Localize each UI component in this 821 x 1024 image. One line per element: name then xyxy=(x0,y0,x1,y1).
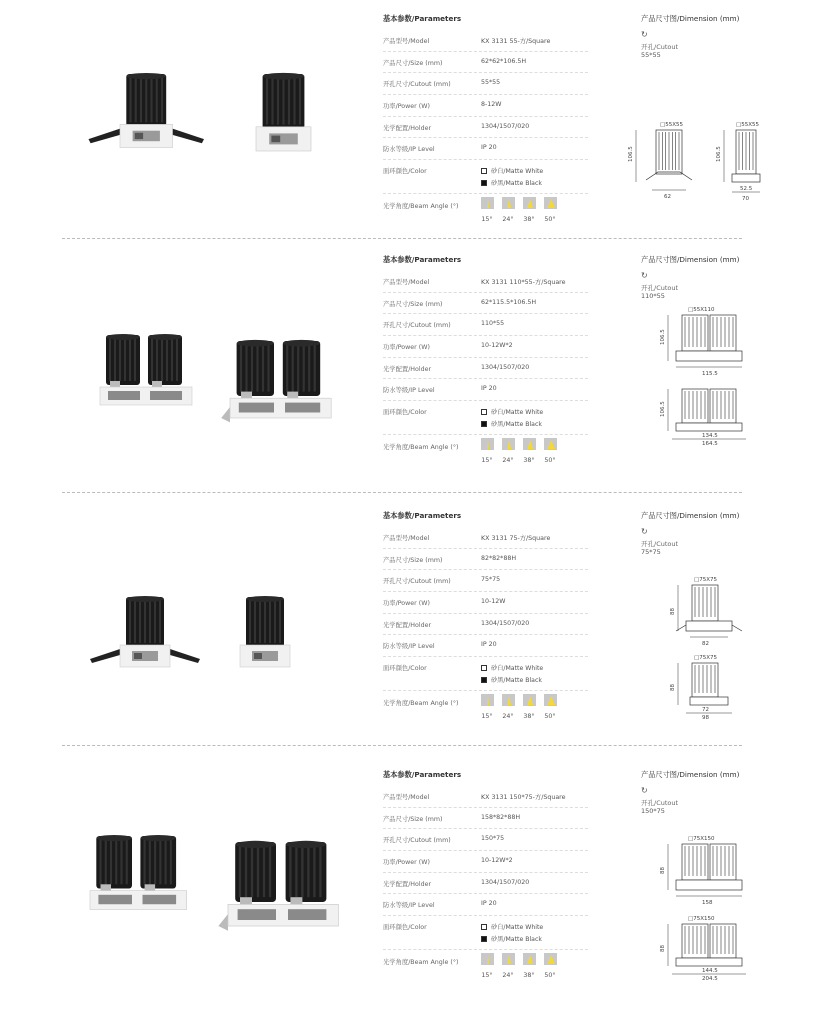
product-photo-left xyxy=(90,596,200,667)
dimension-title: 产品尺寸图/Dimension (mm) xyxy=(641,511,740,520)
beam-0-icon xyxy=(481,694,494,706)
dim-label: 70 xyxy=(742,196,749,202)
cutout-value: 150*75 xyxy=(641,807,665,815)
dim-label: 106.5 xyxy=(716,146,722,162)
beam-2-icon xyxy=(523,953,536,965)
param-value-ip: IP 20 xyxy=(481,385,497,393)
beam-angle-label: 15° xyxy=(481,457,493,465)
dim-label: 106.5 xyxy=(660,401,666,417)
beam-angle-label: 50° xyxy=(544,972,556,980)
dimension-panel xyxy=(641,255,771,300)
param-value-cutout: 110*55 xyxy=(481,320,505,328)
param-value-holder: 1304/1507/020 xyxy=(481,363,530,371)
dim-label: 164.5 xyxy=(702,441,718,447)
param-value-power: 10-12W*2 xyxy=(481,342,513,350)
dim-label: 88 xyxy=(670,684,676,691)
color-black-label: 砂黑/Matte Black xyxy=(491,936,542,944)
param-row-ip xyxy=(383,635,588,657)
beam-0-icon xyxy=(481,197,494,209)
beam-angle-label: 24° xyxy=(502,972,514,980)
dim-label: 98 xyxy=(702,715,709,721)
param-row-power xyxy=(383,95,588,117)
dim-label: 82 xyxy=(702,641,709,647)
parameters-table xyxy=(383,511,588,727)
param-label-cutout: 开孔尺寸/Cutout (mm) xyxy=(383,81,451,89)
param-label-color: 面环颜色/Color xyxy=(383,168,427,176)
beam-3-icon xyxy=(544,694,557,706)
param-row-size xyxy=(383,549,588,571)
color-white-label: 砂白/Matte White xyxy=(491,409,544,417)
product-photo-left xyxy=(89,73,205,148)
param-value-holder: 1304/1507/020 xyxy=(481,878,530,886)
dim-label: □75X75 xyxy=(694,655,717,661)
beam-angle-label: 38° xyxy=(523,216,535,224)
black-swatch-icon xyxy=(481,936,487,942)
cutout-saw-icon: ↻ xyxy=(641,30,648,39)
beam-angle-label: 24° xyxy=(502,713,514,721)
param-label-power: 功率/Power (W) xyxy=(383,600,430,608)
param-row-size xyxy=(383,808,588,830)
cutout-label: 开孔/Cutout xyxy=(641,284,679,292)
parameters-title: 基本参数/Parameters xyxy=(383,511,462,520)
param-row-model xyxy=(383,527,588,549)
product-photo-right xyxy=(218,841,338,931)
dimension-title: 产品尺寸图/Dimension (mm) xyxy=(641,14,740,23)
param-row-power xyxy=(383,592,588,614)
param-row-size xyxy=(383,293,588,315)
param-row-model xyxy=(383,271,588,293)
beam-1-icon xyxy=(502,438,515,450)
product-photo-right xyxy=(256,73,311,151)
param-label-beam: 光学角度/Beam Angle (°) xyxy=(383,203,459,211)
param-value-cutout: 55*55 xyxy=(481,79,501,87)
dimension-drawings xyxy=(628,559,768,721)
param-row-color xyxy=(383,657,588,691)
dim-label: 158 xyxy=(702,900,713,906)
beam-0-icon xyxy=(481,438,494,450)
beam-3-icon xyxy=(544,438,557,450)
cutout-label: 开孔/Cutout xyxy=(641,43,679,51)
param-row-ip xyxy=(383,138,588,160)
section-divider xyxy=(62,238,742,239)
dim-label: □75X75 xyxy=(694,577,717,583)
param-label-holder: 光学配置/Holder xyxy=(383,365,432,373)
dim-label: 52.5 xyxy=(740,186,753,192)
color-option-black xyxy=(481,178,542,187)
beam-2-icon xyxy=(523,438,536,450)
color-option-black xyxy=(481,419,542,428)
section-divider xyxy=(62,745,742,746)
param-value-cutout: 150*75 xyxy=(481,835,505,843)
param-row-beam xyxy=(383,691,588,727)
beam-angle-label: 15° xyxy=(481,972,493,980)
parameters-title: 基本参数/Parameters xyxy=(383,255,462,264)
param-label-model: 产品型号/Model xyxy=(383,535,430,542)
dim-label: 115.5 xyxy=(702,371,718,377)
cutout-label: 开孔/Cutout xyxy=(641,799,679,807)
param-label-size: 产品尺寸/Size (mm) xyxy=(383,815,443,823)
dimension-panel xyxy=(641,14,771,59)
black-swatch-icon xyxy=(481,421,487,427)
color-option-white xyxy=(481,166,543,175)
dimension-title: 产品尺寸图/Dimension (mm) xyxy=(641,770,740,779)
cutout-value: 55*55 xyxy=(641,51,661,59)
param-value-model: KX 3131 75-方/Square xyxy=(481,535,551,542)
param-label-power: 功率/Power (W) xyxy=(383,344,430,352)
product-section xyxy=(0,770,821,1000)
param-label-size: 产品尺寸/Size (mm) xyxy=(383,556,443,564)
param-row-cutout xyxy=(383,570,588,592)
color-option-white xyxy=(481,922,543,931)
param-value-model: KX 3131 110*55-方/Square xyxy=(481,279,566,286)
beam-1-icon xyxy=(502,197,515,209)
dim-label: 88 xyxy=(660,867,666,874)
param-row-beam xyxy=(383,435,588,471)
color-black-label: 砂黑/Matte Black xyxy=(491,180,542,188)
param-label-beam: 光学角度/Beam Angle (°) xyxy=(383,700,459,708)
black-swatch-icon xyxy=(481,677,487,683)
cutout-saw-icon: ↻ xyxy=(641,527,648,536)
param-row-beam xyxy=(383,950,588,986)
dim-label: 134.5 xyxy=(702,433,718,439)
param-value-power: 10-12W*2 xyxy=(481,857,513,865)
beam-angle-label: 50° xyxy=(544,216,556,224)
product-photo-left xyxy=(90,835,187,910)
dim-label: 88 xyxy=(660,945,666,952)
param-value-power: 8-12W xyxy=(481,101,502,109)
dim-label: □55X55 xyxy=(736,122,759,128)
param-row-color xyxy=(383,160,588,194)
parameters-table xyxy=(383,255,588,471)
color-black-label: 砂黑/Matte Black xyxy=(491,421,542,429)
param-row-holder xyxy=(383,117,588,139)
dim-label: 204.5 xyxy=(702,976,718,982)
param-label-model: 产品型号/Model xyxy=(383,38,430,45)
dimension-panel xyxy=(641,770,771,815)
white-swatch-icon xyxy=(481,665,487,671)
param-row-ip xyxy=(383,379,588,401)
cutout-value: 110*55 xyxy=(641,292,665,300)
param-row-model xyxy=(383,786,588,808)
param-label-cutout: 开孔尺寸/Cutout (mm) xyxy=(383,322,451,330)
param-label-color: 面环颜色/Color xyxy=(383,665,427,673)
color-option-black xyxy=(481,934,542,943)
param-row-power xyxy=(383,851,588,873)
section-divider xyxy=(62,492,742,493)
param-value-ip: IP 20 xyxy=(481,900,497,908)
param-row-cutout xyxy=(383,829,588,851)
dim-label: □55X110 xyxy=(688,307,715,313)
parameters-table xyxy=(383,770,588,986)
beam-angle-label: 50° xyxy=(544,457,556,465)
color-option-white xyxy=(481,407,543,416)
param-value-model: KX 3131 150*75-方/Square xyxy=(481,794,566,801)
color-option-black xyxy=(481,675,542,684)
param-label-ip: 防水等级/IP Level xyxy=(383,387,435,395)
param-value-size: 158*82*88H xyxy=(481,813,521,821)
beam-angle-label: 24° xyxy=(502,216,514,224)
param-label-cutout: 开孔尺寸/Cutout (mm) xyxy=(383,837,451,845)
dim-label: □75X150 xyxy=(688,836,715,842)
param-value-holder: 1304/1507/020 xyxy=(481,619,530,627)
parameters-table xyxy=(383,14,588,230)
param-label-ip: 防水等级/IP Level xyxy=(383,146,435,154)
param-label-power: 功率/Power (W) xyxy=(383,103,430,111)
param-label-ip: 防水等级/IP Level xyxy=(383,643,435,651)
dim-label: 62 xyxy=(664,194,671,200)
param-value-holder: 1304/1507/020 xyxy=(481,122,530,130)
beam-angle-label: 38° xyxy=(523,972,535,980)
dimension-drawings xyxy=(628,118,768,258)
param-value-ip: IP 20 xyxy=(481,641,497,649)
beam-3-icon xyxy=(544,953,557,965)
color-option-white xyxy=(481,663,543,672)
beam-1-icon xyxy=(502,953,515,965)
param-label-holder: 光学配置/Holder xyxy=(383,621,432,629)
param-label-ip: 防水等级/IP Level xyxy=(383,902,435,910)
cutout-value: 75*75 xyxy=(641,548,661,556)
dimension-title: 产品尺寸图/Dimension (mm) xyxy=(641,255,740,264)
param-value-size: 62*62*106.5H xyxy=(481,57,527,65)
beam-0-icon xyxy=(481,953,494,965)
param-row-color xyxy=(383,916,588,950)
parameters-title: 基本参数/Parameters xyxy=(383,770,462,779)
param-label-beam: 光学角度/Beam Angle (°) xyxy=(383,444,459,452)
product-photo-left xyxy=(100,334,192,405)
product-photo-right xyxy=(221,340,331,423)
beam-angle-label: 38° xyxy=(523,713,535,721)
cutout-label: 开孔/Cutout xyxy=(641,540,679,548)
beam-angle-label: 15° xyxy=(481,216,493,224)
param-label-size: 产品尺寸/Size (mm) xyxy=(383,59,443,67)
white-swatch-icon xyxy=(481,409,487,415)
dim-label: □75X150 xyxy=(688,916,715,922)
dimension-panel xyxy=(641,511,771,556)
black-swatch-icon xyxy=(481,180,487,186)
param-row-color xyxy=(383,401,588,435)
param-row-holder xyxy=(383,614,588,636)
white-swatch-icon xyxy=(481,168,487,174)
color-black-label: 砂黑/Matte Black xyxy=(491,677,542,685)
param-row-power xyxy=(383,336,588,358)
param-row-holder xyxy=(383,358,588,380)
param-label-model: 产品型号/Model xyxy=(383,794,430,801)
param-label-power: 功率/Power (W) xyxy=(383,859,430,867)
color-white-label: 砂白/Matte White xyxy=(491,665,544,673)
param-label-color: 面环颜色/Color xyxy=(383,409,427,417)
beam-2-icon xyxy=(523,694,536,706)
parameters-title: 基本参数/Parameters xyxy=(383,14,462,23)
beam-1-icon xyxy=(502,694,515,706)
param-row-beam xyxy=(383,194,588,230)
param-label-size: 产品尺寸/Size (mm) xyxy=(383,300,443,308)
param-value-power: 10-12W xyxy=(481,598,506,606)
param-row-cutout xyxy=(383,73,588,95)
dim-label: 88 xyxy=(670,608,676,615)
beam-2-icon xyxy=(523,197,536,209)
dim-label: 72 xyxy=(702,707,709,713)
color-white-label: 砂白/Matte White xyxy=(491,168,544,176)
dim-label: 106.5 xyxy=(660,329,666,345)
param-row-model xyxy=(383,30,588,52)
cutout-saw-icon: ↻ xyxy=(641,786,648,795)
beam-angle-label: 38° xyxy=(523,457,535,465)
dim-label: 144.5 xyxy=(702,968,718,974)
product-photo-right xyxy=(240,596,290,667)
beam-angle-label: 24° xyxy=(502,457,514,465)
color-white-label: 砂白/Matte White xyxy=(491,924,544,932)
param-label-holder: 光学配置/Holder xyxy=(383,880,432,888)
product-section xyxy=(0,255,821,485)
beam-angle-label: 15° xyxy=(481,713,493,721)
param-label-cutout: 开孔尺寸/Cutout (mm) xyxy=(383,578,451,586)
param-row-cutout xyxy=(383,314,588,336)
product-section xyxy=(0,511,821,741)
white-swatch-icon xyxy=(481,924,487,930)
param-value-size: 62*115.5*106.5H xyxy=(481,298,537,306)
dimension-drawings xyxy=(628,303,768,447)
param-label-holder: 光学配置/Holder xyxy=(383,124,432,132)
param-label-color: 面环颜色/Color xyxy=(383,924,427,932)
dim-label: □55X55 xyxy=(660,122,683,128)
dim-label: 106.5 xyxy=(628,146,634,162)
param-label-beam: 光学角度/Beam Angle (°) xyxy=(383,959,459,967)
param-value-ip: IP 20 xyxy=(481,144,497,152)
param-value-size: 82*82*88H xyxy=(481,554,517,562)
beam-angle-label: 50° xyxy=(544,713,556,721)
cutout-saw-icon: ↻ xyxy=(641,271,648,280)
param-row-ip xyxy=(383,894,588,916)
beam-3-icon xyxy=(544,197,557,209)
param-value-cutout: 75*75 xyxy=(481,576,501,584)
param-row-holder xyxy=(383,873,588,895)
product-section xyxy=(0,14,821,244)
param-label-model: 产品型号/Model xyxy=(383,279,430,286)
dimension-drawings xyxy=(628,818,768,982)
param-row-size xyxy=(383,52,588,74)
param-value-model: KX 3131 55-方/Square xyxy=(481,38,551,45)
